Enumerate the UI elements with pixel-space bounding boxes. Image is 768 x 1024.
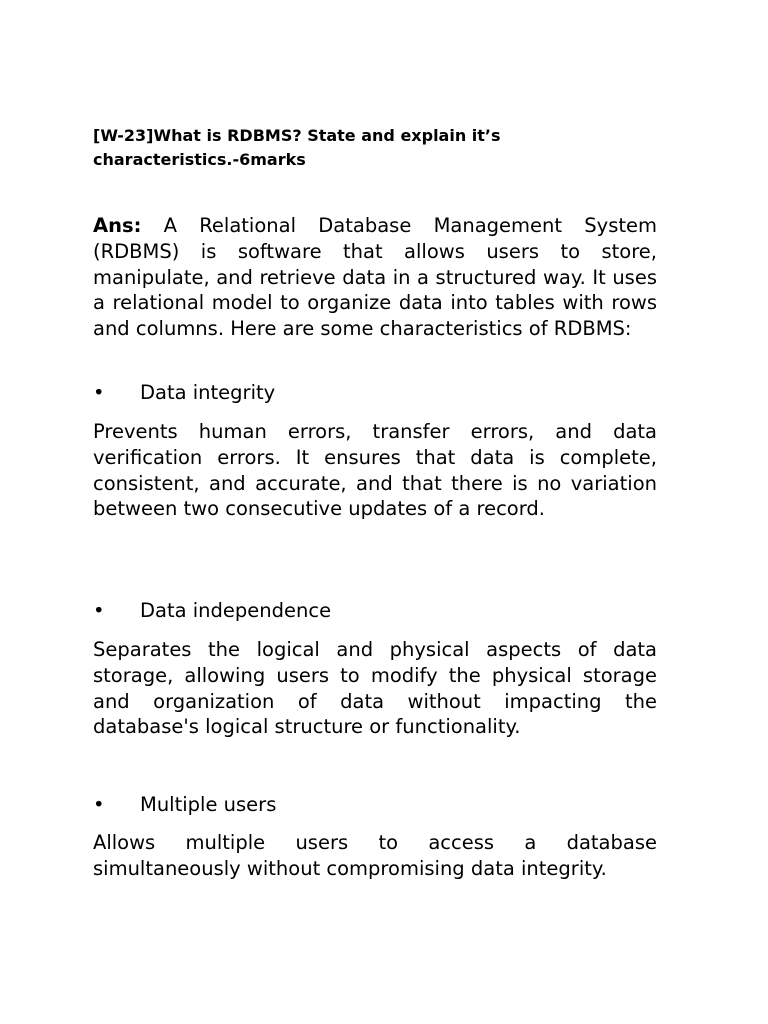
question-heading: [W-23]What is RDBMS? State and explain it’s characteristics.-6marks bbox=[93, 126, 501, 169]
bullet-item-data-integrity bbox=[93, 380, 657, 406]
answer-label: Ans: bbox=[93, 214, 142, 237]
multiple-users-description: Allows multiple users to access a database simultaneously without compromising data integrity. bbox=[93, 831, 657, 880]
bullet-title: Multiple users bbox=[140, 793, 277, 816]
bullet-item-data-independence bbox=[93, 598, 657, 624]
bullet-title: Data independence bbox=[140, 599, 332, 622]
answer-text: A Relational Database Management System (RDBMS) is software that allows users to store, manipulate, and retrieve data in a structured way. It uses a relational model to organize data into tables with rows and columns. Here are some characteristics of RDBMS: bbox=[93, 214, 657, 341]
bullet-icon: • bbox=[93, 793, 105, 816]
data-independence-description: Separates the logical and physical aspects of data storage, allowing users to modify the physical storage and organization of data without impacting the database's logical structure or functionality. bbox=[93, 638, 657, 739]
bullet-title: Data integrity bbox=[140, 381, 276, 404]
bullet-icon: • bbox=[93, 599, 105, 622]
answer-paragraph bbox=[93, 213, 657, 342]
bullet-icon: • bbox=[93, 381, 105, 404]
bullet-item-multiple-users bbox=[93, 792, 657, 818]
data-integrity-description: Prevents human errors, transfer errors, and data verification errors. It ensures that data is complete, consistent, and accurate, and that there is no variation between two consecutive updates of a record. bbox=[93, 420, 657, 521]
